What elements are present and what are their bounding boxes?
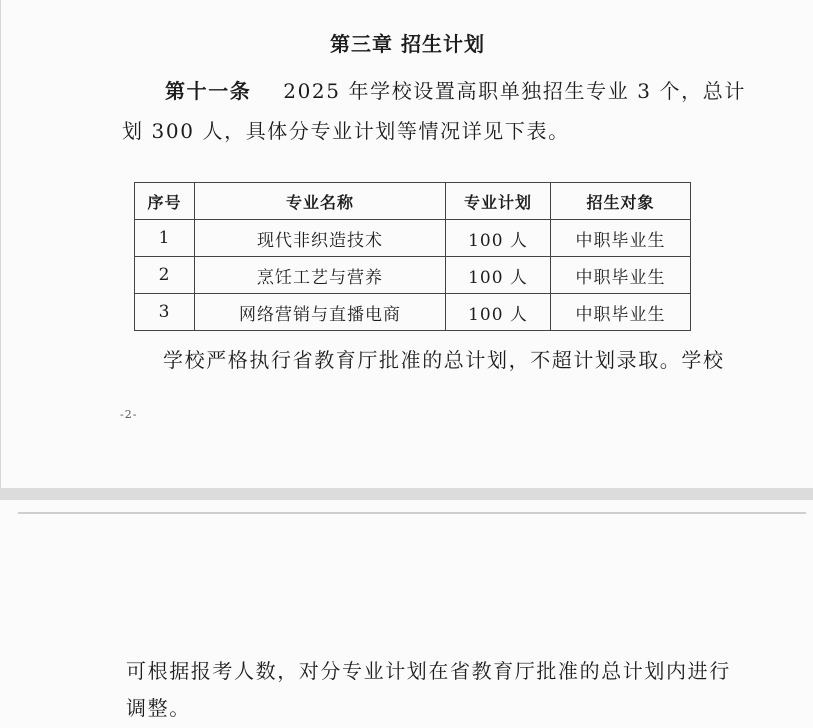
page2-paragraph-line1: 可根据报考人数，对分专业计划在省教育厅批准的总计划内进行 bbox=[126, 659, 731, 683]
table-header-row bbox=[135, 183, 691, 220]
table-row bbox=[135, 257, 691, 294]
table-header-cell: 招生对象 bbox=[551, 183, 691, 220]
article-paragraph bbox=[165, 71, 746, 111]
header-rule bbox=[18, 512, 806, 514]
table-cell: 中职毕业生 bbox=[551, 220, 691, 257]
table-header-cell: 序号 bbox=[135, 183, 195, 220]
table-cell: 3 bbox=[135, 294, 195, 331]
table-cell: 100 人 bbox=[446, 220, 551, 257]
document-page-2 bbox=[0, 500, 813, 728]
table-cell: 1 bbox=[135, 220, 195, 257]
table-header-cell: 专业名称 bbox=[195, 183, 446, 220]
table-cell: 中职毕业生 bbox=[551, 294, 691, 331]
table-row bbox=[135, 220, 691, 257]
chapter-title: 第三章 招生计划 bbox=[330, 32, 485, 56]
table-cell: 烹饪工艺与营养 bbox=[195, 257, 446, 294]
article-continuation: 划 300 人，具体分专业计划等情况详见下表。 bbox=[122, 119, 570, 143]
table-header-cell: 专业计划 bbox=[446, 183, 551, 220]
table-cell: 2 bbox=[135, 257, 195, 294]
table-cell: 100 人 bbox=[446, 294, 551, 331]
enrollment-plan-table bbox=[134, 182, 691, 331]
page-number: -2- bbox=[120, 408, 138, 421]
article-number: 第十一条 bbox=[165, 79, 252, 103]
table-cell: 现代非织造技术 bbox=[195, 220, 446, 257]
article-text: 2025 年学校设置高职单独招生专业 3 个，总计 bbox=[283, 79, 746, 103]
table-cell: 100 人 bbox=[446, 257, 551, 294]
table-cell: 中职毕业生 bbox=[551, 257, 691, 294]
page2-paragraph-line2: 调整。 bbox=[126, 696, 191, 720]
table-cell: 网络营销与直播电商 bbox=[195, 294, 446, 331]
table-row bbox=[135, 294, 691, 331]
after-table-paragraph: 学校严格执行省教育厅批准的总计划，不超计划录取。学校 bbox=[163, 348, 725, 372]
